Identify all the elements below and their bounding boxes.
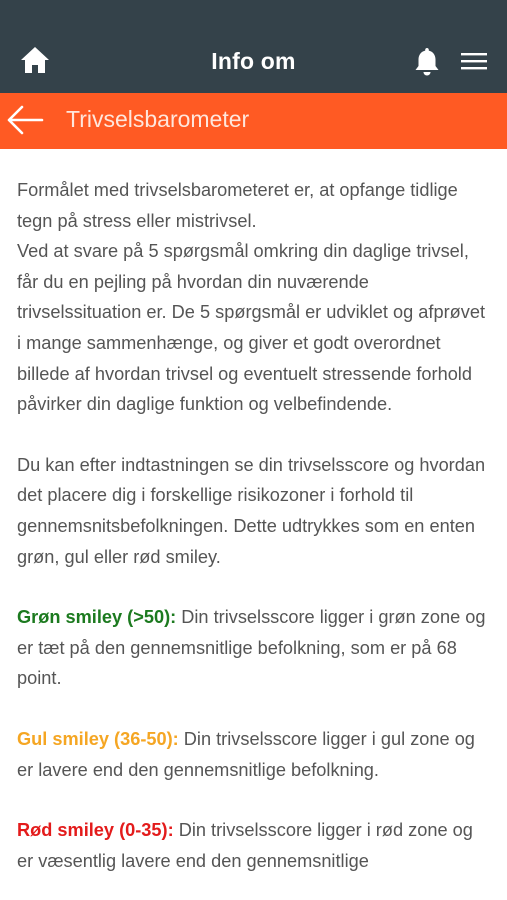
green-smiley-text: Din trivselsscore ligger i grøn zone og er tæt på den gennemsnitlige befolkning, som er på 68 point.	[17, 607, 486, 689]
red-smiley-paragraph	[17, 815, 491, 876]
yellow-smiley-label: Gul smiley (36-50):	[17, 728, 179, 749]
intro-text-1: Formålet med trivselsbarometeret er, at opfange tidlige tegn på stress eller mistrivsel.	[17, 180, 458, 231]
yellow-smiley-text: Din trivselsscore ligger i gul zone og er lavere end den gennemsnitlige befolkning.	[17, 728, 475, 780]
top-navigation-bar	[0, 0, 507, 93]
section-title: Trivselsbarometer	[66, 106, 250, 132]
score-explanation-paragraph	[17, 450, 491, 572]
red-smiley-text: Din trivselsscore ligger i rød zone og er væsentlig lavere end den gennemsnitlige	[17, 820, 473, 871]
red-smiley-label: Rød smiley (0-35):	[17, 820, 174, 841]
intro-paragraph	[17, 175, 491, 420]
yellow-smiley-paragraph	[17, 724, 491, 785]
section-header-bar	[0, 93, 507, 149]
arrow-left-icon[interactable]	[6, 103, 44, 137]
hamburger-menu-icon[interactable]	[460, 51, 488, 71]
info-content	[0, 149, 507, 876]
intro-text-2: Ved at svare på 5 spørgsmål omkring din daglige trivsel, får du en pejling på hvordan din nuværende trivselssituation er. De 5 spørgsmål er udviklet og afprøvet i mange sammenhænge, og giver et godt overordnet billede af hvordan trivsel og eventuelt stressende forhold påvirker din daglige funktion og velbefindende.	[17, 241, 486, 415]
page-title: Info om	[211, 48, 296, 74]
green-smiley-paragraph	[17, 602, 491, 694]
green-smiley-label: Grøn smiley (>50):	[17, 607, 177, 628]
bell-icon[interactable]	[414, 46, 440, 76]
score-explanation-text: Du kan efter indtastningen se din trivselsscore og hvordan det placere dig i forskellige risikozoner i forhold til gennemsnitsbefolkningen. Dette udtrykkes som en enten grøn, gul eller rød smiley.	[17, 454, 486, 567]
